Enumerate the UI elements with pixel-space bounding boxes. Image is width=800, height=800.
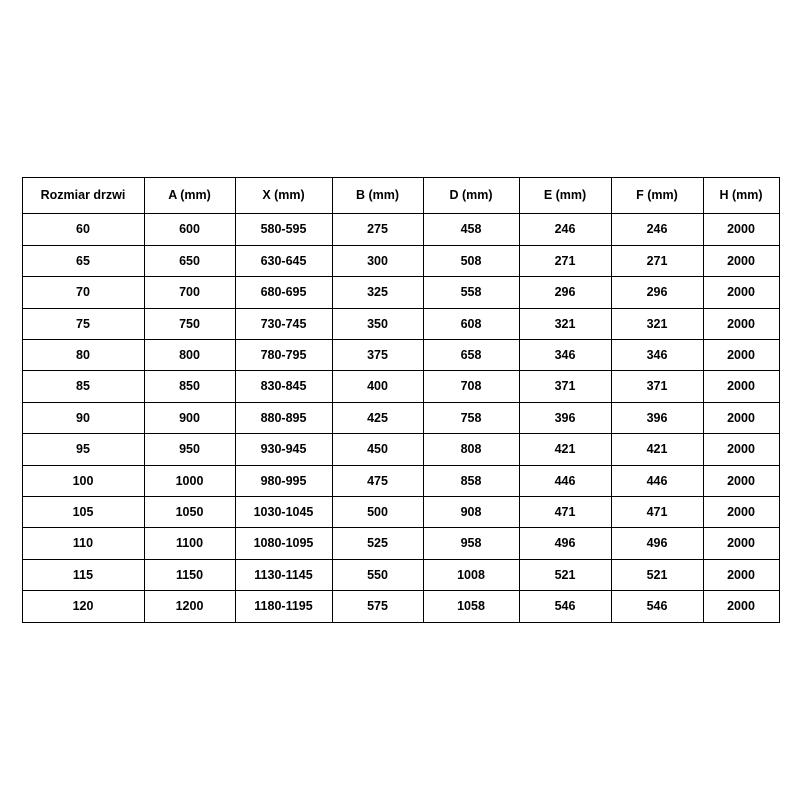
cell-b: 300 [332,245,423,276]
table-row [22,245,779,276]
cell-d: 858 [423,465,519,496]
cell-e: 421 [519,434,611,465]
cell-a: 600 [144,214,235,245]
cell-h: 2000 [703,402,779,433]
cell-e: 346 [519,339,611,370]
table-header-row [22,178,779,214]
cell-f: 446 [611,465,703,496]
cell-h: 2000 [703,214,779,245]
cell-b: 400 [332,371,423,402]
cell-b: 350 [332,308,423,339]
cell-e: 546 [519,591,611,622]
cell-door-size: 115 [22,559,144,590]
door-size-table [22,177,780,622]
cell-a: 850 [144,371,235,402]
cell-a: 950 [144,434,235,465]
cell-b: 475 [332,465,423,496]
cell-e: 371 [519,371,611,402]
cell-door-size: 65 [22,245,144,276]
cell-e: 296 [519,277,611,308]
cell-d: 708 [423,371,519,402]
cell-f: 296 [611,277,703,308]
table-row [22,214,779,245]
cell-x: 630-645 [235,245,332,276]
table-row [22,277,779,308]
cell-e: 471 [519,497,611,528]
cell-e: 271 [519,245,611,276]
cell-h: 2000 [703,371,779,402]
cell-d: 1058 [423,591,519,622]
cell-door-size: 100 [22,465,144,496]
cell-a: 750 [144,308,235,339]
cell-x: 680-695 [235,277,332,308]
cell-h: 2000 [703,465,779,496]
cell-b: 500 [332,497,423,528]
cell-x: 830-845 [235,371,332,402]
cell-f: 371 [611,371,703,402]
cell-h: 2000 [703,245,779,276]
cell-x: 1030-1045 [235,497,332,528]
cell-x: 880-895 [235,402,332,433]
cell-x: 980-995 [235,465,332,496]
cell-x: 1130-1145 [235,559,332,590]
cell-h: 2000 [703,528,779,559]
cell-d: 958 [423,528,519,559]
column-header-x: X (mm) [235,178,332,214]
cell-x: 580-595 [235,214,332,245]
cell-f: 471 [611,497,703,528]
column-header-h: H (mm) [703,178,779,214]
cell-door-size: 105 [22,497,144,528]
cell-a: 1150 [144,559,235,590]
cell-x: 1180-1195 [235,591,332,622]
cell-b: 325 [332,277,423,308]
cell-b: 375 [332,339,423,370]
cell-e: 496 [519,528,611,559]
column-header-a: A (mm) [144,178,235,214]
cell-h: 2000 [703,497,779,528]
cell-x: 1080-1095 [235,528,332,559]
table-row [22,339,779,370]
column-header-f: F (mm) [611,178,703,214]
cell-f: 246 [611,214,703,245]
cell-h: 2000 [703,277,779,308]
table-row [22,465,779,496]
cell-d: 508 [423,245,519,276]
column-header-d: D (mm) [423,178,519,214]
table-row [22,402,779,433]
cell-b: 575 [332,591,423,622]
cell-e: 321 [519,308,611,339]
cell-door-size: 95 [22,434,144,465]
cell-door-size: 85 [22,371,144,402]
cell-e: 246 [519,214,611,245]
cell-h: 2000 [703,434,779,465]
cell-h: 2000 [703,559,779,590]
cell-f: 421 [611,434,703,465]
cell-door-size: 120 [22,591,144,622]
cell-a: 650 [144,245,235,276]
cell-f: 546 [611,591,703,622]
cell-a: 1200 [144,591,235,622]
cell-h: 2000 [703,308,779,339]
cell-b: 275 [332,214,423,245]
cell-a: 1050 [144,497,235,528]
cell-e: 396 [519,402,611,433]
cell-a: 800 [144,339,235,370]
table-row [22,528,779,559]
cell-f: 496 [611,528,703,559]
cell-f: 521 [611,559,703,590]
cell-d: 608 [423,308,519,339]
cell-door-size: 60 [22,214,144,245]
cell-d: 758 [423,402,519,433]
cell-b: 550 [332,559,423,590]
cell-f: 346 [611,339,703,370]
cell-h: 2000 [703,591,779,622]
table-row [22,371,779,402]
cell-e: 521 [519,559,611,590]
cell-b: 450 [332,434,423,465]
table-row [22,434,779,465]
cell-a: 900 [144,402,235,433]
cell-x: 930-945 [235,434,332,465]
cell-a: 700 [144,277,235,308]
cell-a: 1100 [144,528,235,559]
cell-x: 730-745 [235,308,332,339]
cell-door-size: 90 [22,402,144,433]
cell-f: 271 [611,245,703,276]
cell-f: 396 [611,402,703,433]
cell-d: 908 [423,497,519,528]
cell-h: 2000 [703,339,779,370]
cell-door-size: 70 [22,277,144,308]
table-row [22,497,779,528]
cell-d: 458 [423,214,519,245]
cell-b: 425 [332,402,423,433]
cell-b: 525 [332,528,423,559]
table-row [22,308,779,339]
cell-e: 446 [519,465,611,496]
cell-d: 808 [423,434,519,465]
cell-a: 1000 [144,465,235,496]
cell-d: 558 [423,277,519,308]
cell-door-size: 110 [22,528,144,559]
column-header-b: B (mm) [332,178,423,214]
cell-x: 780-795 [235,339,332,370]
table-row [22,591,779,622]
table-row [22,559,779,590]
cell-d: 658 [423,339,519,370]
cell-f: 321 [611,308,703,339]
cell-door-size: 75 [22,308,144,339]
cell-door-size: 80 [22,339,144,370]
column-header-e: E (mm) [519,178,611,214]
column-header-door-size: Rozmiar drzwi [22,178,144,214]
cell-d: 1008 [423,559,519,590]
